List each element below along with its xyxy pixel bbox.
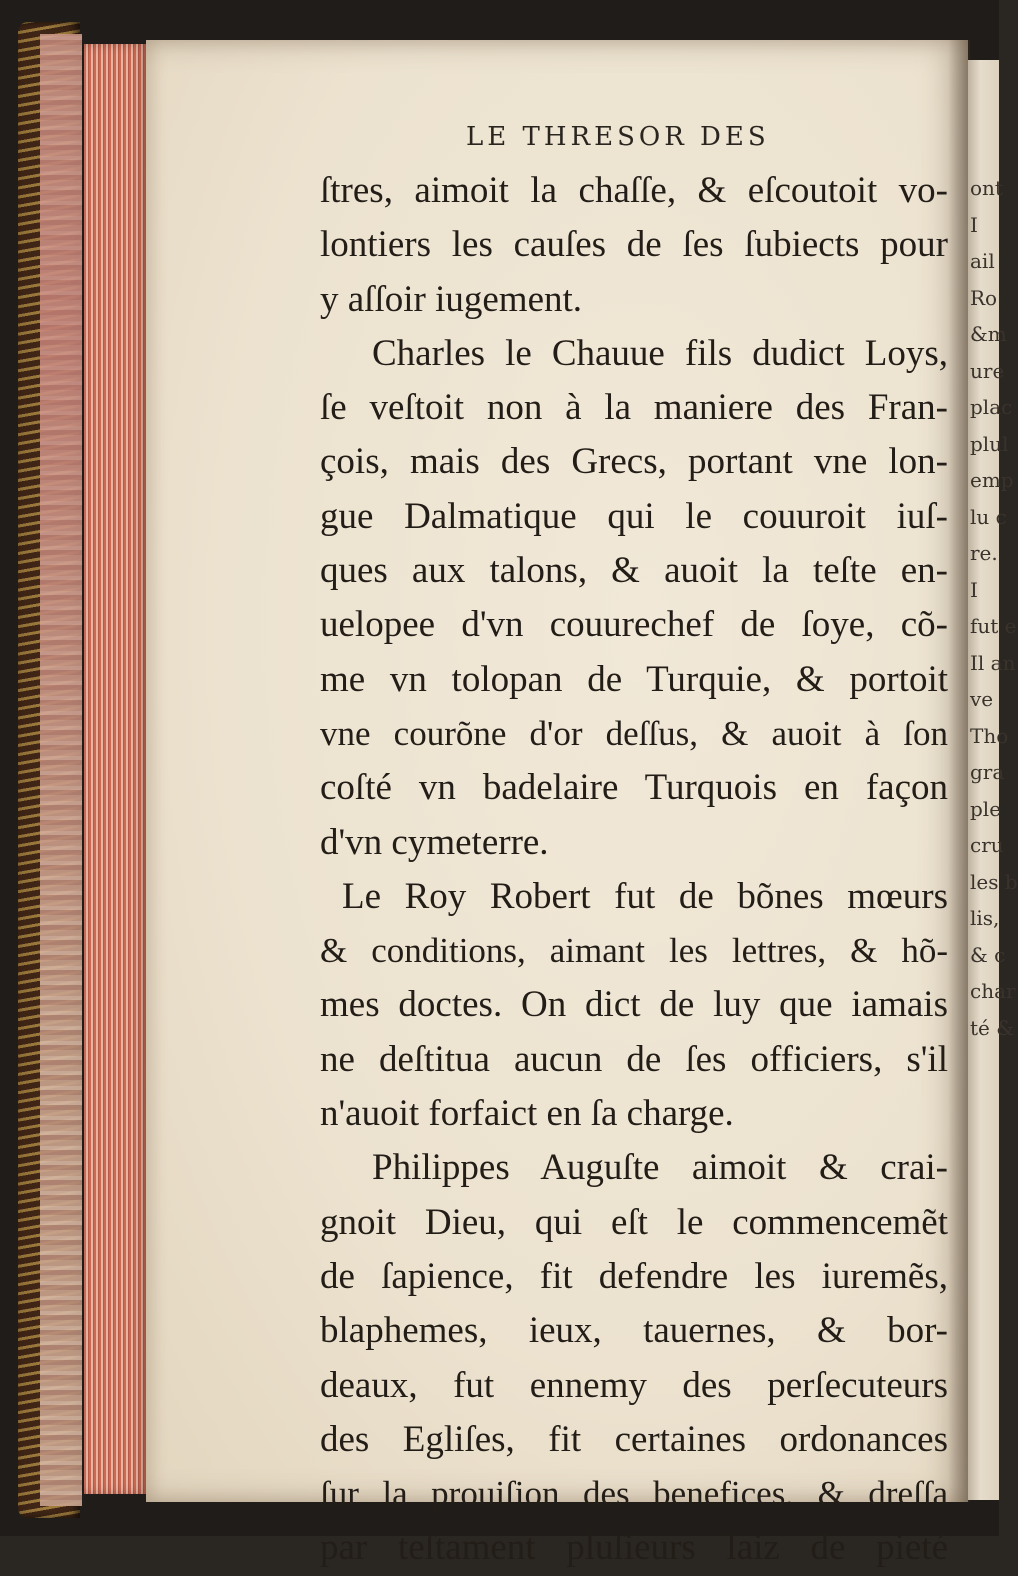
facing-page-fragment: plul	[970, 431, 1009, 456]
text-line: d'vn cymeterre.	[320, 821, 549, 863]
red-page-edges	[84, 44, 148, 1494]
facing-page-fragment: ve	[970, 687, 994, 711]
text-line: gue Dalmatique qui le couuroit iuſ-	[320, 495, 948, 537]
text-line: ne deſtitua aucun de ſes officiers, s'il	[320, 1038, 948, 1080]
facing-page-fragment: gra	[970, 760, 1005, 784]
text-line: Charles le Chauue fils dudict Loys,	[372, 332, 948, 374]
text-line: de ſapience, fit defendre les iuremẽs,	[320, 1255, 948, 1297]
running-head: LE THRESOR DES	[466, 122, 770, 152]
facing-page	[968, 60, 1018, 1500]
facing-page-fragment: lis,	[970, 906, 1000, 930]
text-line: & conditions, aimant les lettres, & hõ-	[320, 931, 948, 971]
facing-page-fragment: ail	[970, 249, 995, 273]
text-line: ſur la prouiſion des benefices, & dreſſa	[320, 1474, 948, 1514]
text-line: blaphemes, ieux, tauernes, & bor-	[320, 1310, 948, 1352]
facing-page-fragment: té &	[970, 1015, 1015, 1040]
facing-page-fragment: lu c	[970, 504, 1007, 529]
text-line: vne courõne d'or deſſus, & auoit à ſon	[320, 713, 948, 753]
facing-page-fragment: re.	[970, 541, 998, 565]
facing-page-fragment: ure	[970, 358, 1005, 383]
text-line: ſe veſtoit non à la maniere des Fran-	[320, 387, 948, 429]
text-line: coſté vn badelaire Turquois en façon	[320, 767, 948, 809]
facing-page-fragment: ont	[970, 176, 1003, 200]
gutter-shadow	[948, 40, 970, 1502]
facing-page-text	[970, 170, 1018, 1046]
facing-page-fragment: les b	[970, 869, 1018, 894]
facing-page-fragment: Il an	[970, 650, 1016, 675]
facing-page-fragment: cru	[970, 833, 1004, 857]
marbled-endpaper	[40, 34, 82, 1506]
facing-page-fragment: I	[970, 212, 978, 237]
text-line: deaux, fut ennemy des perſecuteurs	[320, 1364, 948, 1406]
facing-page-fragment: ple	[970, 796, 1002, 821]
text-line: par teſtament pluſieurs laiz de pieté	[320, 1527, 948, 1569]
facing-page-fragment: plac	[970, 395, 1013, 419]
facing-page-fragment: Tho	[970, 723, 1009, 748]
text-line: des Egliſes, fit certaines ordonances	[320, 1418, 948, 1460]
facing-page-fragment: & c	[970, 942, 1006, 967]
text-line: mes doctes. On dict de luy que iamais	[320, 984, 948, 1026]
facing-page-fragment: I	[970, 577, 978, 602]
text-line: ques aux talons, & auoit la teſte en-	[320, 550, 948, 592]
body-text	[320, 164, 948, 1576]
text-line: ſtres, aimoit la chaſſe, & eſcoutoit vo-	[320, 170, 948, 211]
text-line: Philippes Auguſte aimoit & crai-	[372, 1147, 948, 1189]
text-line: çois, mais des Grecs, portant vne lon-	[320, 441, 948, 483]
text-line: gnoit Dieu, qui eſt le commencemẽt	[320, 1201, 948, 1243]
facing-page-fragment: &m	[970, 322, 1007, 346]
text-line: me vn tolopan de Turquie, & portoit	[320, 658, 948, 700]
text-line: Le Roy Robert fut de bõnes mœurs	[342, 875, 948, 917]
facing-page-fragment: emp	[970, 468, 1014, 492]
facing-page-fragment: char	[970, 979, 1016, 1003]
text-line: n'auoit forfaict en ſa charge.	[320, 1093, 734, 1135]
text-line: lontiers les cauſes de ſes ſubiects pour	[320, 224, 948, 266]
facing-page-fragment: fut e	[970, 614, 1017, 638]
facing-page-fragment: Ro	[970, 285, 998, 310]
text-line: y aſſoir iugement.	[320, 278, 583, 320]
text-line: uelopee d'vn couurechef de ſoye, cõ-	[320, 604, 948, 646]
